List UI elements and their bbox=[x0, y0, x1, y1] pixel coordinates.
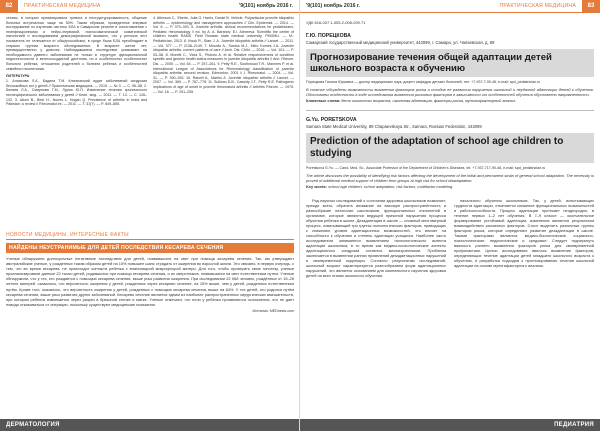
author-ru: Г.Ю. ПОРЕЦКОВА bbox=[306, 33, 351, 39]
references-title: ЛИТЕРАТУРА bbox=[6, 74, 30, 79]
left-column-2 bbox=[153, 16, 294, 228]
abstract-en: The article discusses the possibility of identifying risk factors affecting the development of the initial and permanent strain of general school adaptation. The necessity is proved of additional medical support of children from groups at high risk for school disadaptation. bbox=[306, 173, 594, 183]
left-page-number: 82 bbox=[0, 0, 18, 13]
keywords-ru-text: дети школьного возраста, школьная адаптация, факторы риска, мультифакторный анализ. bbox=[341, 98, 517, 103]
left-running-header bbox=[0, 0, 299, 13]
affiliation-ru: Самарский государственный медицинский университет, 443099, г. Самара, ул. Чапаевская, д. 89 bbox=[306, 40, 495, 45]
right-running-header bbox=[300, 0, 600, 13]
right-journal-name: ПРАКТИЧЕСКАЯ МЕДИЦИНА bbox=[499, 3, 576, 9]
section-divider bbox=[306, 110, 594, 111]
article-body bbox=[306, 198, 594, 278]
keywords-en bbox=[306, 185, 594, 190]
title-block-ru bbox=[306, 49, 594, 77]
body-column-1 bbox=[306, 198, 446, 278]
references-list-1: 1. Алиасова Л.А., Бадина Т.М. Клинический аудит заболеваний синдрома беспокойных ног у детей // Практическая медицина. — 2015. — № 3. — С. 56–58. 2. Беляев Л.А., Смирнова Т.М., Лурия Ю.П. Изменение течения хронического неспецифического заболевания у детей // Клин. мед. — 2011. — Т. 13. — С. 128–132. 3. Aiken B., Best H., Nunes L. Hogan Q. Prevalence of arthritis in India and Pakistan: a review // Rheumatol Int. — 2011. — T. 31(7). — P. 849–855. bbox=[6, 79, 147, 107]
article-title-en: Prediction of the adaptation of school age children to studying bbox=[310, 135, 564, 159]
article bbox=[306, 16, 594, 278]
right-page bbox=[300, 0, 600, 431]
author-en: G.Yu. PORETSKOVA bbox=[306, 116, 357, 123]
right-page-number: 83 bbox=[582, 0, 600, 13]
body-column-2 bbox=[454, 198, 594, 278]
author-meta-en: Poretskova G.Yu. — Cand. Med. Sc., Associate Professor of the Department of Children's Diseases, tel. +7-937-717-90-48, e-mail: spd_pediatrician.ru bbox=[306, 165, 546, 170]
article-title-ru: Прогнозирование течения общей адаптации детей школьного возраста к обучению bbox=[310, 52, 552, 74]
abstract-ru: В статье обсуждены возможности выявления факторов риска и исходов ее развития нарушения школьной и неудачной адаптации детей к обучению. Обоснованы особенности в ходе исследования выявления рисковых факторов в зависимости от особенностей обучения обусловлено направленности. bbox=[306, 87, 594, 98]
body-paragraph-1: Ряд научных исследований о состоянии здоровья школьников позволяет, прежде всего, обратить внимание на высокую распространённость и разнообразие патологии школьников, функциональных отклонений в организме, которые являются ведущей причиной нарушения процесса обучения ребенка в школе. Дезадаптация в школе — сложный многомерный процесс, охватывающий три группы психологических факторов, приводящих к снижению уровня адаптационных возможностей, что влияет на способности к обучению и степень адаптации учащихся. Наиболее часто исследователи занимаются выявлением психологического аспекта адаптации школьника, в то время как медико-психологические аспекты адаптационного синдрома остаются малоизученными. Проблема заключается в выявлении ранних проявлений дезадаптационных нарушений и своевременной коррекции. Согласно результатам исследований, школьный возраст характеризуется разнообразием форм адаптационных нарушений, что является основанием для комплексного изучения здоровья детей на всех этапах школьного обучения. bbox=[306, 197, 446, 278]
keywords-ru-label: Ключевые слова: bbox=[306, 98, 341, 103]
left-top-columns bbox=[6, 16, 294, 228]
left-footer-logo: ДЕРМАТОЛОГИЯ bbox=[0, 419, 300, 431]
left-issue: '9(101) ноябрь 2016 г. bbox=[239, 3, 293, 9]
affiliation-en: Samara State Medical University, 89 Chapaevskaya Str., Samara, Russian Federation, 443099 bbox=[306, 123, 482, 129]
news-body: Ученые обнаружили долгосрочные негативные последствия для детей, появившихся на свет при помощи кесарева сечения. Так, им утверждают австралийские ученые, у рожденных таким образом детей на 15% повышен шанс страдать от ожирения во взрослой жизни. Это связано, в первую очередь, с тем, что во время кесарева, не происходит контакта ребенка с влагалищной микрофлорой матери. Для того, чтобы проверить свою гипотезу, ученые проанализировали данные 22 тысяч детей, родившихся при помощи кесарева сечения, и их сверстников, появившихся на свет естественным путем. Ученые обнаружили, что у тех, кто рождается с помощью кесарева сечения, выше риск развития ожирения. При исследовании 22 068 человек, рождённых от 15–26 летних матерей, оказалось, что вероятность ожирения у детей, рожденных через кесарево сечение, на 15% выше, чем у детей, рожденных естественным путём. Кроме того, оказалось, что вероятность ожирения у детей, рожденных с помощью кесарева сечения, выше на 64%. У тех детей, кто родился путём кесарева сечения, выше риск развития других заболеваний. Кесарево сечение является одним из наиболее распространенных хирургических вмешательств, при котором ребенок извлекается через разрез в брюшной стенке и матке. Ученые отмечают, что если у ребенка проявляются осложнения, это не дает повода отказываться от операции, поскольку существуют медицинские показания. bbox=[6, 256, 294, 307]
left-column-1 bbox=[6, 16, 147, 228]
keywords-en-label: Key words: bbox=[306, 183, 327, 189]
news-title: НАЙДЕНЫ НЕУСТРАНИМЫЕ ДЛЯ ДЕТЕЙ ПОСЛЕДСТВИЯ КЕСАРЕВА СЕЧЕНИЯ bbox=[6, 243, 294, 253]
title-block-en bbox=[306, 133, 594, 163]
right-issue: '9(101) ноябрь 2016 г. bbox=[306, 3, 360, 9]
left-col1-text: сениях, в которых превалировала тревога и неструктурированность, общение больных встречалось чаще на 50%. Таким образом, проведенное впервые исследование по изучению частоты БЛА в Самарском регионе в сопоставлении с неинфекционными и нейро-/нервовой, психосоматической соматической патологией и исследованием демографической выявило, что у региона этот показатель не отличается от общероссийских, в среде была БЛА преобладает в старших группах возраста обследованных. В возрасте шести лет, преимущественно у девочек. Наблюдавшиеся последствия указывают на необходимость давнего заболевания не только в структуре функциональной недостаточности и вегетососудистой дистонии, но и особенностях особенностях больного ребенка, отношения родителей к болезни ребенка и особенностей семейного воспитания. bbox=[6, 16, 147, 71]
body-paragraph-2: начального обучения школьников. Так, у детей, испытывающих трудности адаптации, отмечается снижение функциональных возможностей и работоспособности. Процесс адаптации протекает неоднородно, в течение первых 1–2 лет обучения. В 7–9 классе — окончательное формирование устойчивой адаптации, изменения являются результатом взаимодействия различных факторов. Стоит выделить различные группы факторов риска, которые определяют развитие дезадаптации в школе. Такими факторами являются: медико-биологические, социально-психологические, педагогические и средовые. Следует подчеркнуть важность раннего выявления факторов риска для своевременной профилактики. Целью исследования явилось выявление факторов, определяющих течение адаптации детей младшего школьного возраста к обучению, и разработка подходов к прогнозированию течения школьной адаптации на основе мультифакторного анализа. bbox=[454, 197, 594, 268]
news-section-header: НОВОСТИ МЕДИЦИНЫ. ИНТЕРЕСНЫЕ ФАКТЫ bbox=[6, 232, 294, 240]
references-list-2: 4. Atkinson C., Eberle, Julia G. Harris, Daniel B. Vehicle, Polyarticular juvenile idiopathic arthritis — epidemiology and management approaches // Clin. Epidemiol. — 2014. — Vol. 6. — P. 379–393. 5. Juvenile arthritis: clinical recommendations for pediatricians. Pediatric rheumatology // ed. by A. A. Baranov, E.I. Alexeeva. Scientific the center of children health RAMS. Field Russian state medical university. PMGMU. — M.: Pediatrician, 2013. 6. Kwok R., Starr J. A. Juvenile idiopathic arthritis // Lancet. — 2011. — Vol. 377. — P. 2138–2149. 7. Mourão A., Santos M.J., Melo Gomes J.A. Juvenile idiopathic arthritis: current patterns of care // Arch. Dis. Child. — 2016. — Vol. 101. — P. 53–58. 8. Moretti C., Viola S., Pistorio A. et al. Relative responsiveness of condition specific and generic health status measures in juvenile idiopathic arthritis // Ann. Rheum. Dis. — 2005. — Vol. 64. — P. 257–261. 9. Petty R.E., Southwood T.R., Manners P. et al. International League of Associations for Rheumatology classification of juvenile idiopathic arthritis: second revision, Edmonton, 2001 // J. Rheumatol. — 2004. — Vol. 31. — P. 390–392. 10. Ravelli A., Martini A. Juvenile idiopathic arthritis // Lancet. — 2007. — Vol. 369. — P. 767–778. 11. Sullivan D.B., Cassidy J.T., Petty R.E. Pathogenic implications of age of onset in juvenile rheumatoid arthritis // Arthritis Rheum. — 1975. — Vol. 18. — P. 251–255. bbox=[153, 16, 294, 94]
news-section bbox=[6, 232, 294, 313]
keywords-en-text: school age children, school adaptation, risk factors, multifactor modeling. bbox=[328, 183, 454, 189]
right-footer-logo: ПЕДИАТРИЯ bbox=[300, 419, 600, 431]
udk-code: УДК 616-007.1-053.2-008-039.71 bbox=[306, 20, 366, 25]
left-journal-name: ПРАКТИЧЕСКАЯ МЕДИЦИНА bbox=[24, 3, 101, 9]
author-meta-ru: Порецкова Галина Юрьевна — доктор медицинских наук, доцент кафедры детских болезней, тел. +7-937-7-90-48, e-mail: spd_pediatrician.ru bbox=[306, 80, 541, 84]
keywords-ru bbox=[306, 99, 594, 104]
news-source: Источник: MEDnews.com bbox=[252, 308, 294, 313]
